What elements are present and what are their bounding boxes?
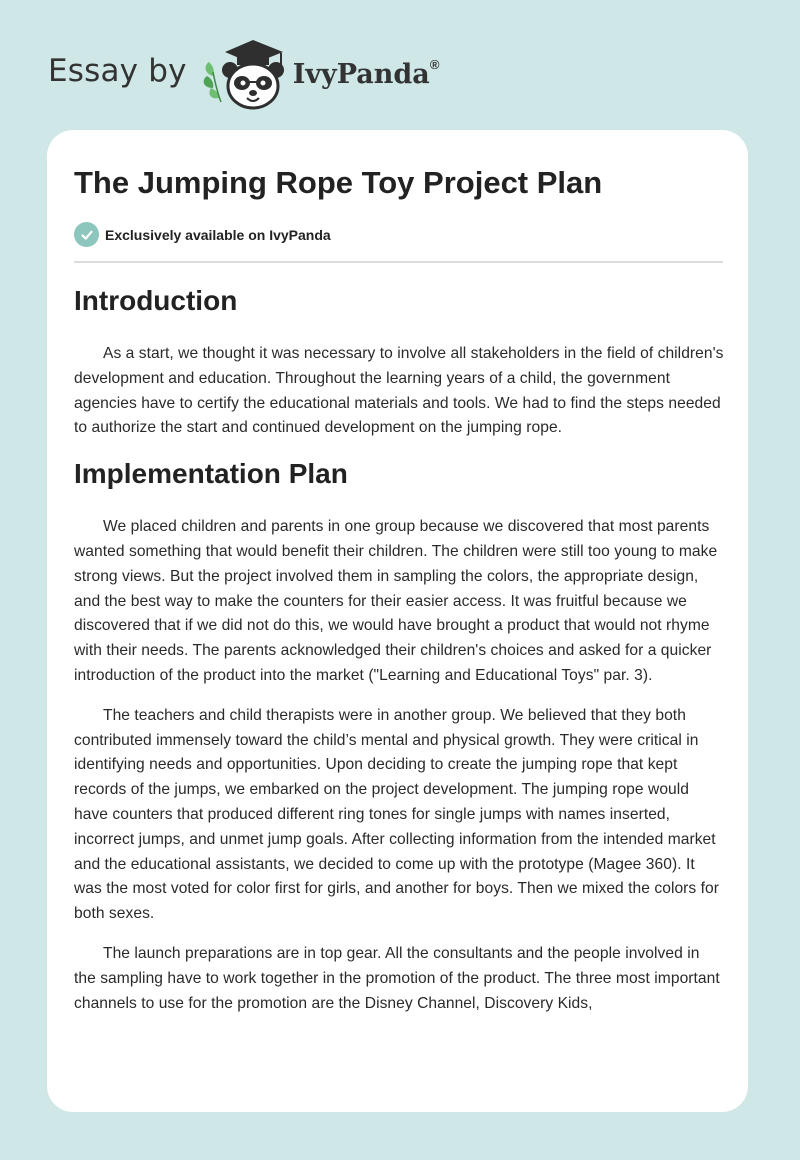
divider xyxy=(74,261,723,263)
paragraph: The teachers and child therapists were in another group. We believed that they both contributed immensely toward the child’s mental and physical growth. They were critical in identifying needs and opportunities. Upon deciding to create the jumping rope that kept records of the jumps, we embarked on the project development. The jumping rope would have counters that produced different ring tones for single jumps with names inserted, incorrect jumps, and unmet jump goals. After collecting information from the intended market and the educational assistants, we decided to come up with the prototype (Magee 360). It was the most voted for color first for girls, and another for boys. Then we mixed the colors for both sexes. xyxy=(74,706,720,923)
check-icon xyxy=(74,222,99,247)
registered-mark: ® xyxy=(429,56,440,72)
essay-card xyxy=(47,130,748,1112)
exclusive-badge xyxy=(74,222,331,247)
article-body xyxy=(74,283,724,1031)
brand-name[interactable]: IvyPanda® xyxy=(292,56,440,90)
section-heading-introduction: Introduction xyxy=(74,285,238,316)
paragraph: The launch preparations are in top gear. All the consultants and the people involved in the sampling have to work together in the promotion of the product. The three most important channels to use for the promotion are the Disney Channel, Discovery Kids, xyxy=(74,944,720,1012)
badge-label: Exclusively available on IvyPanda xyxy=(105,226,331,243)
panda-logo-icon[interactable] xyxy=(199,36,295,112)
section-heading-implementation-plan: Implementation Plan xyxy=(74,458,348,490)
site-header xyxy=(48,34,439,114)
ivy-leaf-icon xyxy=(203,62,220,102)
paragraph: As a start, we thought it was necessary to involve all stakeholders in the field of children's development and education. Throughout the learning years of a child, the government agencies have to certify the educational materials and tools. We had to find the steps needed to authorize the start and continued development on the jumping rope. xyxy=(74,345,724,437)
page-title: The Jumping Rope Toy Project Plan xyxy=(74,165,603,200)
paragraph: We placed children and parents in one group because we discovered that most parents wanted something that would benefit their children. The children were still too young to make strong views. But the project involved them in sampling the colors, the appropriate design, and the best way to make the counters for their easier access. It was fruitful because we discovered that if we did not do this, we would have brought a product that would not rhyme with their needs. The parents acknowledged their children's choices and asked for a quicker introduction of the product into the market ("Learning and Educational Toys" par. 3). xyxy=(74,518,718,684)
essay-by-label: Essay by xyxy=(48,53,187,89)
